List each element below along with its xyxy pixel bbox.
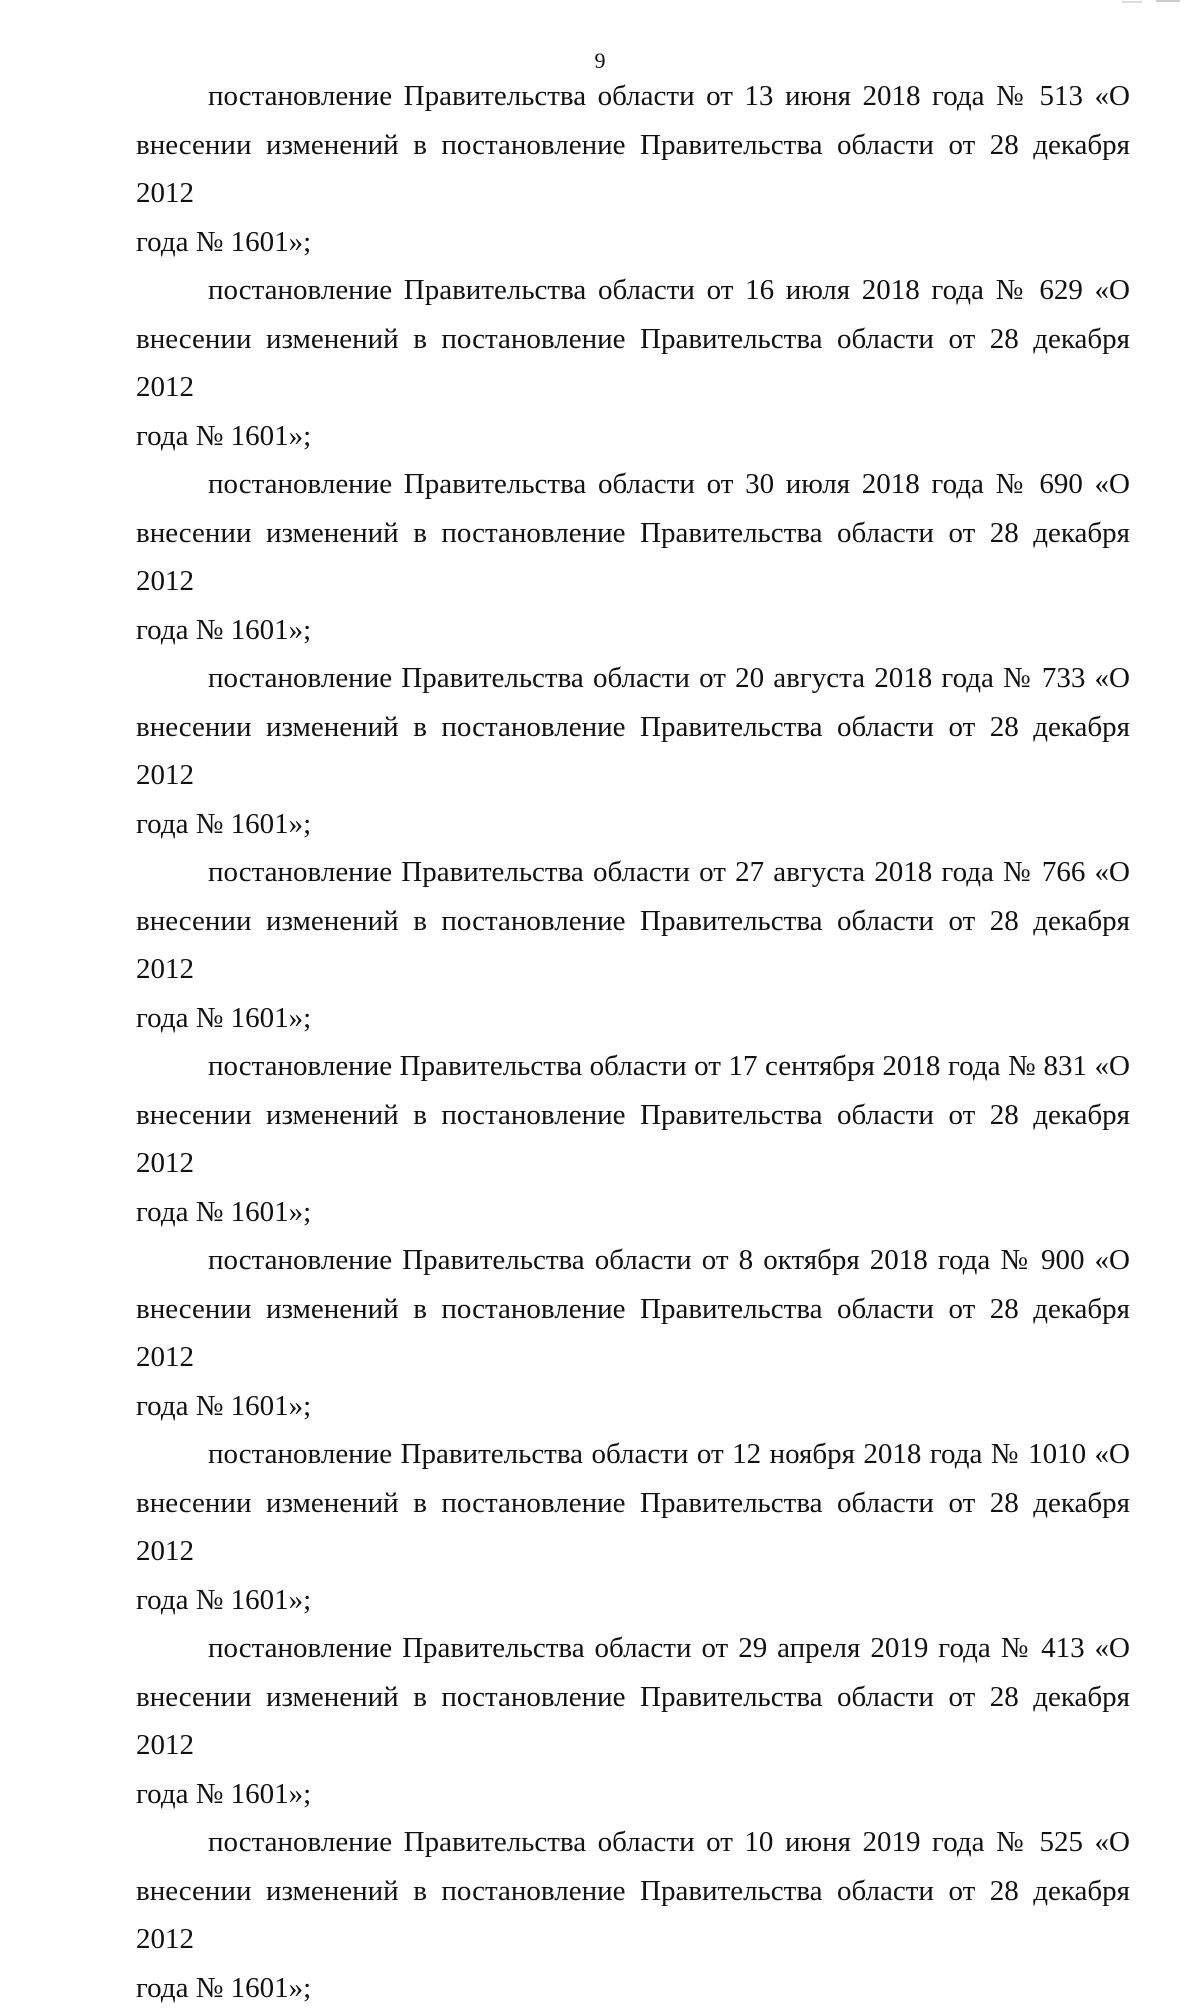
decree-line-1: постановление Правительства области от 20 августа 2018 года № 733 «О	[136, 654, 1130, 703]
decree-paragraph	[136, 1042, 1130, 1236]
decree-line-1: постановление Правительства области от 16 июля 2018 года № 629 «О	[136, 266, 1130, 315]
scan-edge-mark	[1122, 0, 1182, 6]
decree-line-1: постановление Правительства области от 8 октября 2018 года № 900 «О	[136, 1236, 1130, 1285]
decree-line-2: внесении изменений в постановление Правительства области от 28 декабря 2012	[136, 315, 1130, 412]
decree-line-2: внесении изменений в постановление Правительства области от 28 декабря 2012	[136, 1867, 1130, 1964]
decree-paragraph	[136, 1818, 1130, 2012]
decree-line-1: постановление Правительства области от 12 ноября 2018 года № 1010 «О	[136, 1430, 1130, 1479]
decree-line-1: постановление Правительства области от 30 июля 2018 года № 690 «О	[136, 460, 1130, 509]
decree-line-2: внесении изменений в постановление Правительства области от 28 декабря 2012	[136, 1479, 1130, 1576]
decree-line-2: внесении изменений в постановление Правительства области от 28 декабря 2012	[136, 703, 1130, 800]
decree-paragraph	[136, 266, 1130, 460]
decree-paragraph	[136, 1236, 1130, 1430]
decree-line-3: года № 1601»;	[136, 1770, 1130, 1819]
decree-paragraph	[136, 72, 1130, 266]
decree-line-3: года № 1601»;	[136, 800, 1130, 849]
page-number: 9	[0, 48, 1200, 74]
decree-line-3: года № 1601»;	[136, 1964, 1130, 2012]
decree-line-3: года № 1601»;	[136, 994, 1130, 1043]
decree-line-3: года № 1601»;	[136, 606, 1130, 655]
decree-line-3: года № 1601»;	[136, 218, 1130, 267]
decree-line-2: внесении изменений в постановление Правительства области от 28 декабря 2012	[136, 1091, 1130, 1188]
decree-line-3: года № 1601»;	[136, 1188, 1130, 1237]
decree-line-1: постановление Правительства области от 13 июня 2018 года № 513 «О	[136, 72, 1130, 121]
decree-paragraph	[136, 1430, 1130, 1624]
decree-line-1: постановление Правительства области от 29 апреля 2019 года № 413 «О	[136, 1624, 1130, 1673]
decree-paragraph	[136, 1624, 1130, 1818]
decree-line-3: года № 1601»;	[136, 412, 1130, 461]
decree-line-2: внесении изменений в постановление Правительства области от 28 декабря 2012	[136, 121, 1130, 218]
decree-paragraph	[136, 848, 1130, 1042]
decree-line-3: года № 1601»;	[136, 1576, 1130, 1625]
decree-list	[136, 72, 1130, 2012]
decree-line-2: внесении изменений в постановление Правительства области от 28 декабря 2012	[136, 1673, 1130, 1770]
decree-line-1: постановление Правительства области от 17 сентября 2018 года № 831 «О	[136, 1042, 1130, 1091]
decree-paragraph	[136, 460, 1130, 654]
decree-line-2: внесении изменений в постановление Правительства области от 28 декабря 2012	[136, 509, 1130, 606]
decree-paragraph	[136, 654, 1130, 848]
decree-line-1: постановление Правительства области от 10 июня 2019 года № 525 «О	[136, 1818, 1130, 1867]
decree-line-3: года № 1601»;	[136, 1382, 1130, 1431]
decree-line-2: внесении изменений в постановление Правительства области от 28 декабря 2012	[136, 897, 1130, 994]
decree-line-2: внесении изменений в постановление Правительства области от 28 декабря 2012	[136, 1285, 1130, 1382]
decree-line-1: постановление Правительства области от 27 августа 2018 года № 766 «О	[136, 848, 1130, 897]
